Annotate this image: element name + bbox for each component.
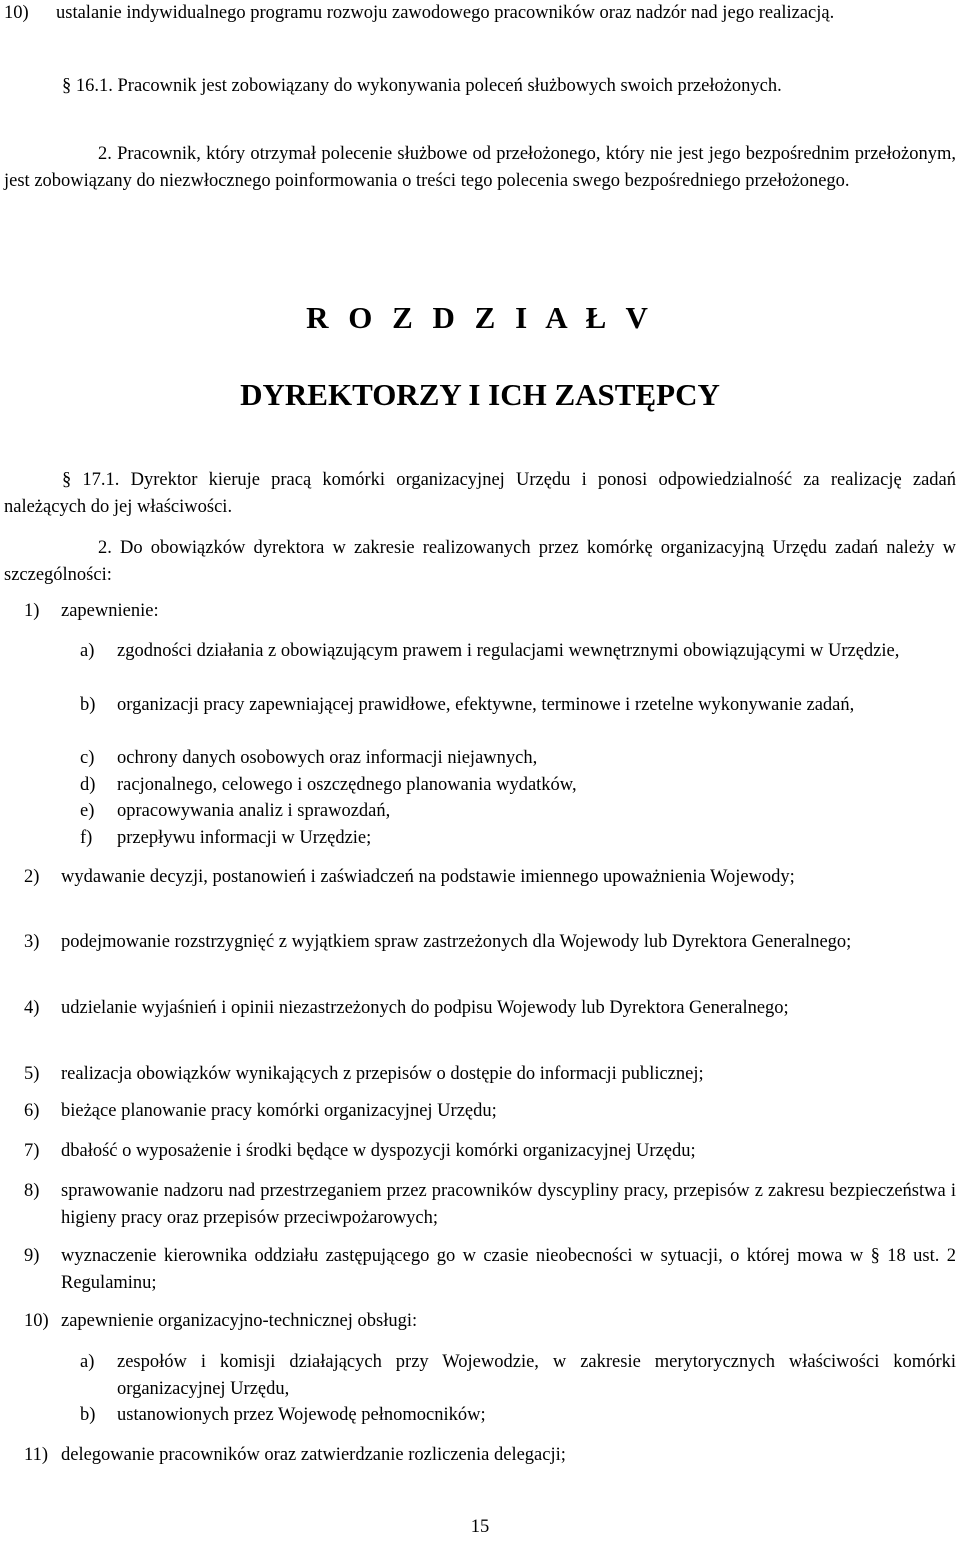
list-number: 2) xyxy=(24,867,40,887)
paragraph-text: § 17.1. Dyrektor kieruje pracą komórki organizacyjnej Urzędu i ponosi odpowiedzialność za realizację zadań należących do jej właściwości. xyxy=(4,470,956,517)
list-item xyxy=(4,0,956,27)
list-letter: b) xyxy=(80,1405,96,1425)
list-text: bieżące planowanie pracy komórki organizacyjnej Urzędu; xyxy=(61,1101,497,1121)
list-item xyxy=(24,1442,956,1469)
chapter-subtitle: DYREKTORZY I ICH ZASTĘPCY xyxy=(240,377,720,412)
list-text: udzielanie wyjaśnień i opinii niezastrzeżonych do podpisu Wojewody lub Dyrektora Generalnego; xyxy=(61,998,789,1018)
list-number: 3) xyxy=(24,932,40,952)
list-item xyxy=(24,929,956,956)
list-text: podejmowanie rozstrzygnięć z wyjątkiem spraw zastrzeżonych dla Wojewody lub Dyrektora Generalnego; xyxy=(61,932,852,952)
list-number: 8) xyxy=(24,1181,40,1201)
list-item xyxy=(80,1349,956,1403)
list-item xyxy=(24,1308,956,1335)
paragraph xyxy=(4,73,956,100)
chapter-title: R O Z D Z I A Ł V xyxy=(306,300,654,335)
list-letter: c) xyxy=(80,748,95,768)
list-text: realizacja obowiązków wynikających z przepisów o dostępie do informacji publicznej; xyxy=(61,1064,704,1084)
list-item xyxy=(24,598,956,625)
paragraph-text: § 16.1. Pracownik jest zobowiązany do wykonywania poleceń służbowych swoich przełożonych. xyxy=(62,76,782,96)
list-text: zapewnienie organizacyjno-technicznej obsługi: xyxy=(61,1311,418,1331)
list-text: opracowywania analiz i sprawozdań, xyxy=(117,801,391,821)
list-number: 4) xyxy=(24,998,40,1018)
paragraph xyxy=(4,467,956,521)
list-text: delegowanie pracowników oraz zatwierdzanie rozliczenia delegacji; xyxy=(61,1445,566,1465)
list-text: ustanowionych przez Wojewodę pełnomocników; xyxy=(117,1405,486,1425)
list-text: wyznaczenie kierownika oddziału zastępującego go w czasie nieobecności w sytuacji, o której mowa w § 18 ust. 2 Regulaminu; xyxy=(61,1246,956,1293)
list-item xyxy=(80,825,956,852)
list-number: 9) xyxy=(24,1246,40,1266)
list-item xyxy=(24,995,956,1022)
list-number: 7) xyxy=(24,1141,40,1161)
paragraph xyxy=(4,141,956,195)
list-text: przepływu informacji w Urzędzie; xyxy=(117,828,372,848)
list-item xyxy=(24,1178,956,1232)
list-number: 1) xyxy=(24,601,40,621)
paragraph-text: 2. Do obowiązków dyrektora w zakresie realizowanych przez komórkę organizacyjną Urzędu zadań należy w szczególności: xyxy=(4,538,956,585)
list-letter: e) xyxy=(80,801,95,821)
list-text: organizacji pracy zapewniającej prawidłowe, efektywne, terminowe i rzetelne wykonywanie zadań, xyxy=(117,695,855,715)
list-text: zgodności działania z obowiązującym prawem i regulacjami wewnętrznymi obowiązującymi w Urzędzie, xyxy=(117,641,900,661)
list-item xyxy=(80,638,956,665)
list-letter: a) xyxy=(80,641,95,661)
list-item xyxy=(80,772,956,799)
list-text: dbałość o wyposażenie i środki będące w dyspozycji komórki organizacyjnej Urzędu; xyxy=(61,1141,696,1161)
paragraph-text: 2. Pracownik, który otrzymał polecenie służbowe od przełożonego, który nie jest jego bezpośrednim przełożonym, jest zobowiązany do niezwłocznego poinformowania o treści tego polecenia swego bezpośredniego przełożonego. xyxy=(4,144,956,191)
list-item xyxy=(80,1402,956,1429)
list-item xyxy=(80,745,956,772)
list-item xyxy=(80,798,956,825)
list-text: zapewnienie: xyxy=(61,601,159,621)
list-number: 6) xyxy=(24,1101,40,1121)
list-number: 5) xyxy=(24,1064,40,1084)
list-item xyxy=(24,1061,956,1088)
list-number: 10) xyxy=(4,3,29,23)
list-letter: a) xyxy=(80,1352,95,1372)
list-item xyxy=(24,1098,956,1125)
list-text: wydawanie decyzji, postanowień i zaświadczeń na podstawie imiennego upoważnienia Wojewody; xyxy=(61,867,795,887)
list-item xyxy=(24,1138,956,1165)
page-number: 15 xyxy=(470,1517,490,1537)
list-item xyxy=(24,864,956,891)
list-number: 10) xyxy=(24,1311,49,1331)
list-text: zespołów i komisji działających przy Wojewodzie, w zakresie merytorycznych właściwości komórki organizacyjnej Urzędu, xyxy=(117,1352,956,1399)
list-text: ochrony danych osobowych oraz informacji niejawnych, xyxy=(117,748,538,768)
list-letter: f) xyxy=(80,828,93,848)
paragraph xyxy=(4,535,956,589)
list-text: sprawowanie nadzoru nad przestrzeganiem przez pracowników dyscypliny pracy, przepisów z zakresu bezpieczeństwa i higieny pracy oraz przepisów przeciwpożarowych; xyxy=(61,1181,956,1228)
list-letter: d) xyxy=(80,775,96,795)
list-text: ustalanie indywidualnego programu rozwoju zawodowego pracowników oraz nadzór nad jego realizacją. xyxy=(56,3,835,23)
list-letter: b) xyxy=(80,695,96,715)
list-item xyxy=(24,1243,956,1297)
list-number: 11) xyxy=(24,1445,48,1465)
list-item xyxy=(80,692,956,719)
list-text: racjonalnego, celowego i oszczędnego planowania wydatków, xyxy=(117,775,577,795)
